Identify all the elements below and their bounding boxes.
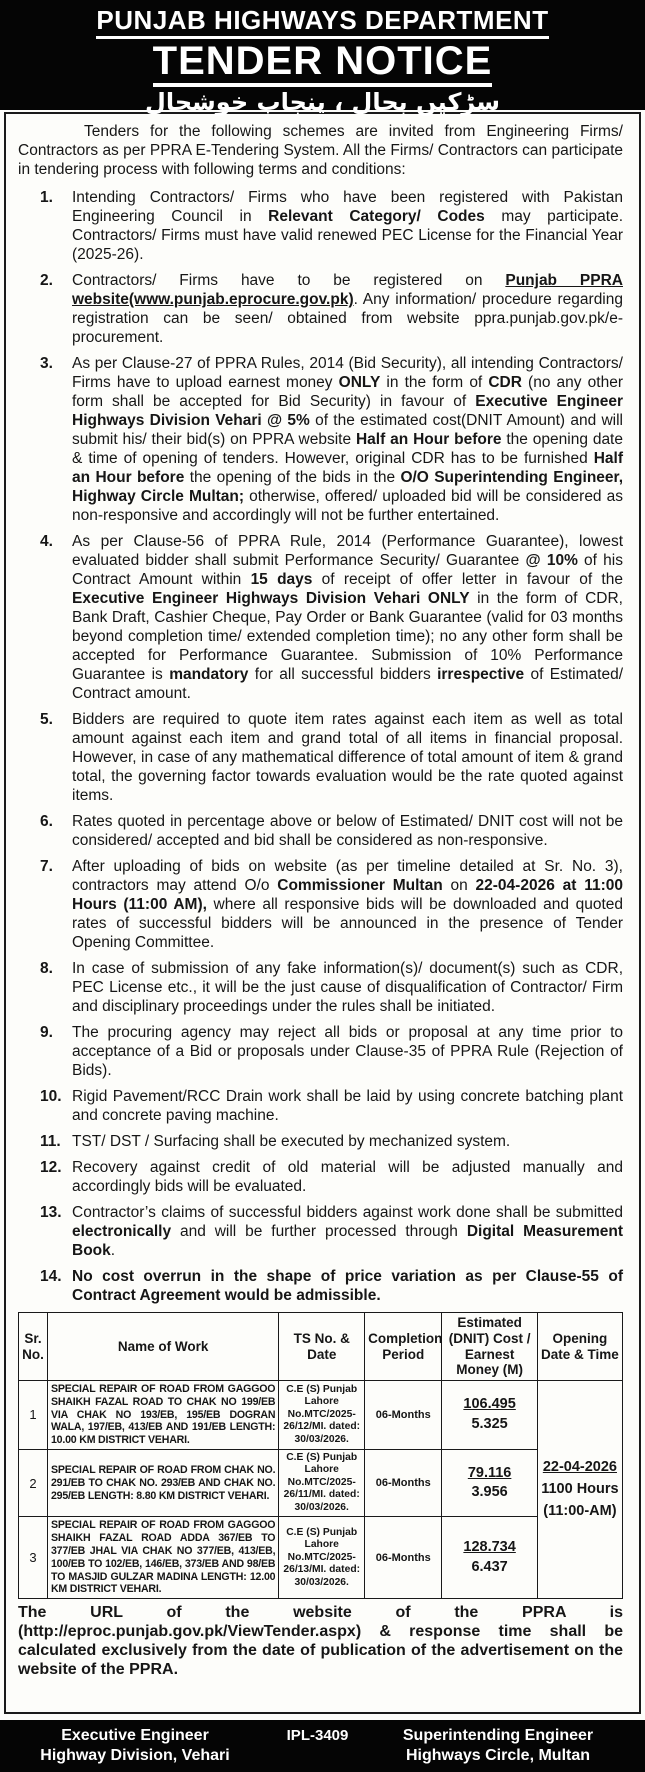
term-item-12	[18, 1158, 623, 1196]
col-header-opening: Opening Date & Time	[537, 1313, 622, 1381]
signature-bar	[0, 1720, 645, 1772]
estimated-cost: 128.734	[463, 1539, 516, 1556]
term-text: Recovery against credit of old material will be adjusted manually and accordingly bids will be evaluated.	[72, 1159, 623, 1195]
term-item-6	[18, 812, 623, 850]
intro-paragraph: Tenders for the following schemes are invited from Engineering Firms/ Contractors as per PPRA E-Tendering System. All the Firms/ Contractors can participate in tendering process with following terms and conditions:	[18, 123, 623, 178]
term-text: After uploading of bids on website (as per timeline detailed at Sr. No. 3), contractors may attend O/o Commissioner Multan on 22-04-2026 at 11:00 Hours (11:00 AM), where all responsive bids will be downloaded and quoted rates of successful bidders will be announced in the presence of Tender Opening Committee.	[72, 858, 623, 951]
term-item-4	[18, 532, 623, 703]
col-header-sr: Sr. No.	[19, 1313, 48, 1381]
ts-no-date: C.E (S) Punjab Lahore No.MTC/2025-26/13/MI. dated: 30/03/2026.	[279, 1517, 365, 1599]
estimated-cost: 106.495	[463, 1396, 516, 1413]
term-item-14	[18, 1267, 623, 1305]
term-text: Rates quoted in percentage above or below of Estimated/ DNIT cost will not be considered/ accepted and bid shall be considered as non-responsive.	[72, 813, 623, 849]
executive-engineer-signature	[0, 1726, 270, 1766]
work-name: SPECIAL REPAIR OF ROAD FROM CHAK NO. 291/EB TO CHAK NO. 293/EB AND CHAK NO. 295/EB LENGTH: 8.80 KM DISTRICT VEHARI.	[47, 1449, 278, 1517]
work-name: SPECIAL REPAIR OF ROAD FROM GAGGOO SHAIKH FAZAL ROAD TO CHAK NO 199/EB VIA CHAK NO 193/EB, 195/EB DOGRAN WALA, 197/EB, 413/EB AND 191/EB LENGTH: 10.00 KM DISTRICT VEHARI.	[47, 1381, 278, 1450]
cost-earnest	[442, 1381, 537, 1450]
term-number: 4.	[40, 533, 53, 550]
term-text: Intending Contractors/ Firms who have been registered with Pakistan Engineering Council in Relevant Category/ Codes may participate. Contractors/ Firms must have valid renewed PEC License for the Financial Year (2025-26).	[72, 189, 624, 263]
estimated-cost: 79.116	[467, 1464, 512, 1481]
term-number: 7.	[40, 858, 53, 875]
sr-number: 3	[19, 1517, 48, 1599]
term-number: 6.	[40, 813, 53, 830]
term-item-5	[18, 710, 623, 805]
signature-title: Executive Engineer	[61, 1727, 209, 1744]
cost-earnest	[442, 1517, 537, 1599]
completion-period: 06-Months	[365, 1449, 442, 1517]
completion-period: 06-Months	[365, 1517, 442, 1599]
table-header-row	[19, 1313, 623, 1381]
term-text: No cost overrun in the shape of price variation as per Clause-55 of Contract Agreement would be admissible.	[72, 1268, 623, 1304]
term-text: As per Clause-27 of PPRA Rules, 2014 (Bid Security), all intending Contractors/ Firms have to upload earnest money ONLY in the form of CDR (no any other form shall be accepted for Bid Security) in favour of Executive Engineer Highways Division Vehari @ 5% of the estimated cost(DNIT Amount) and will submit his/ their bid(s) on PPRA website Half an Hour before the opening date & time of opening of tenders. However, original CDR has to be furnished Half an Hour before the opening of the bids in the O/O Superintending Engineer, Highway Circle Multan; otherwise, offered/ uploaded bid will be considered as non-responsive and accordingly will not be further entertained.	[72, 355, 624, 524]
cost-earnest	[442, 1449, 537, 1517]
ipl-number: IPL-3409	[286, 1727, 349, 1744]
department-title: PUNJAB HIGHWAYS DEPARTMENT	[96, 6, 548, 39]
col-header-cost: Estimated (DNIT) Cost / Earnest Money (M)	[442, 1313, 537, 1381]
term-number: 2.	[40, 272, 53, 289]
term-text: Contractors/ Firms have to be registered on Punjab PPRA website(www.punjab.eprocure.gov.pk). Any information/ procedure regarding registration can be seen/ obtained from website ppra.punjab.gov.pk/e-procurement.	[72, 272, 623, 346]
opening-date-time	[537, 1381, 622, 1599]
opening-ampm: (11:00-AM)	[543, 1502, 617, 1519]
term-item-11	[18, 1132, 623, 1151]
term-number: 5.	[40, 711, 53, 728]
table-row	[19, 1381, 623, 1450]
ts-no-date: C.E (S) Punjab Lahore No.MTC/2025-26/12/MI. dated: 30/03/2026.	[279, 1381, 365, 1450]
term-number: 9.	[40, 1024, 53, 1041]
term-number: 1.	[40, 189, 53, 206]
term-number: 13.	[40, 1204, 62, 1221]
term-item-7	[18, 857, 623, 952]
notice-body	[4, 112, 641, 1714]
work-name: SPECIAL REPAIR OF ROAD FROM GAGGOO SHAIKH FAZAL ROAD ADDA 367/EB TO 377/EB JHAL VIA CHAK NO 377/EB, 413/EB, 100/EB TO 102/EB, 146/EB, 373/EB AND 98/EB TO MASJID GULZAR MADINA LENGTH: 12.00 KM DISTRICT VEHARI.	[47, 1517, 278, 1599]
earnest-money: 3.956	[471, 1484, 508, 1501]
term-item-13	[18, 1203, 623, 1260]
term-text: In case of submission of any fake information(s)/ document(s) such as CDR, PEC License etc., it will be the just cause of disqualification of Contractor/ Firm and disciplinary proceedings under the rules shall be initiated.	[72, 960, 623, 1015]
completion-period: 06-Months	[365, 1381, 442, 1450]
term-item-10	[18, 1087, 623, 1125]
term-number: 3.	[40, 355, 53, 372]
works-schedule-table	[18, 1312, 623, 1599]
masthead	[0, 0, 645, 116]
col-header-ts: TS No. & Date	[279, 1313, 365, 1381]
ts-no-date: C.E (S) Punjab Lahore No.MTC/2025-26/11/MI. dated: 30/03/2026.	[279, 1449, 365, 1517]
term-text: Bidders are required to quote item rates against each item as well as total amount against each item and grand total of all items in financial proposal. However, in case of any mathematical difference of total amount of item & grand total, the governing factor towards evaluation would be the rate quoted against items.	[72, 711, 623, 804]
term-item-3	[18, 354, 623, 525]
opening-date: 22-04-2026	[542, 1459, 617, 1475]
term-number: 10.	[40, 1088, 62, 1105]
sr-number: 2	[19, 1449, 48, 1517]
urdu-slogan: سڑکیں بحال ، پنجاب خوشحال	[145, 87, 500, 116]
col-header-period: Completion Period	[365, 1313, 442, 1381]
earnest-money: 6.437	[471, 1558, 508, 1575]
term-number: 11.	[40, 1133, 61, 1150]
term-text: As per Clause-56 of PPRA Rule, 2014 (Performance Guarantee), lowest evaluated bidder shall submit Performance Security/ Guarantee @ 10% of his Contract Amount within 15 days of receipt of offer letter in favour of the Executive Engineer Highways Division Vehari ONLY in the form of CDR, Bank Draft, Cashier Cheque, Pay Order or Bank Guarantee (valid for 03 months beyond completion time/ extended completion time); no any other form shall be accepted for Performance Guarantee. Submission of 10% Performance Guarantee is mandatory for all successful bidders irrespective of Estimated/ Contract amount.	[72, 533, 623, 702]
col-header-work: Name of Work	[47, 1313, 278, 1381]
term-text: Rigid Pavement/RCC Drain work shall be laid by using concrete batching plant and concrete paving machine.	[72, 1088, 623, 1124]
term-number: 14.	[40, 1268, 62, 1285]
signature-title: Superintending Engineer	[402, 1727, 594, 1744]
signature-office: Highways Circle, Multan	[405, 1747, 591, 1764]
term-text: TST/ DST / Surfacing shall be executed by mechanized system.	[72, 1133, 511, 1150]
term-item-1	[18, 188, 623, 264]
sr-number: 1	[19, 1381, 48, 1450]
term-text: Contractor’s claims of successful bidders against work done shall be submitted electronically and will be further processed through Digital Measurement Book.	[72, 1204, 623, 1259]
term-text: The procuring agency may reject all bids or proposal at any time prior to acceptance of a Bid or proposals under Clause-35 of PPRA Rule (Rejection of Bids).	[72, 1024, 623, 1079]
table-row	[19, 1449, 623, 1517]
term-item-2	[18, 271, 623, 347]
signature-office: Highway Division, Vehari	[40, 1747, 230, 1764]
superintending-engineer-signature	[365, 1726, 645, 1766]
opening-hours: 1100 Hours	[541, 1480, 619, 1497]
ppra-url-note: The URL of the website of the PPRA is (http://eproc.punjab.gov.pk/ViewTender.aspx) & response time shall be calculated exclusively from the date of publication of the advertisement on the website of the PPRA.	[18, 1604, 623, 1679]
term-number: 8.	[40, 960, 53, 977]
earnest-money: 5.325	[471, 1415, 508, 1432]
table-row	[19, 1517, 623, 1599]
term-number: 12.	[40, 1159, 62, 1176]
term-item-8	[18, 959, 623, 1016]
terms-list	[18, 188, 623, 1305]
page-title: TENDER NOTICE	[153, 41, 493, 87]
term-item-9	[18, 1023, 623, 1080]
